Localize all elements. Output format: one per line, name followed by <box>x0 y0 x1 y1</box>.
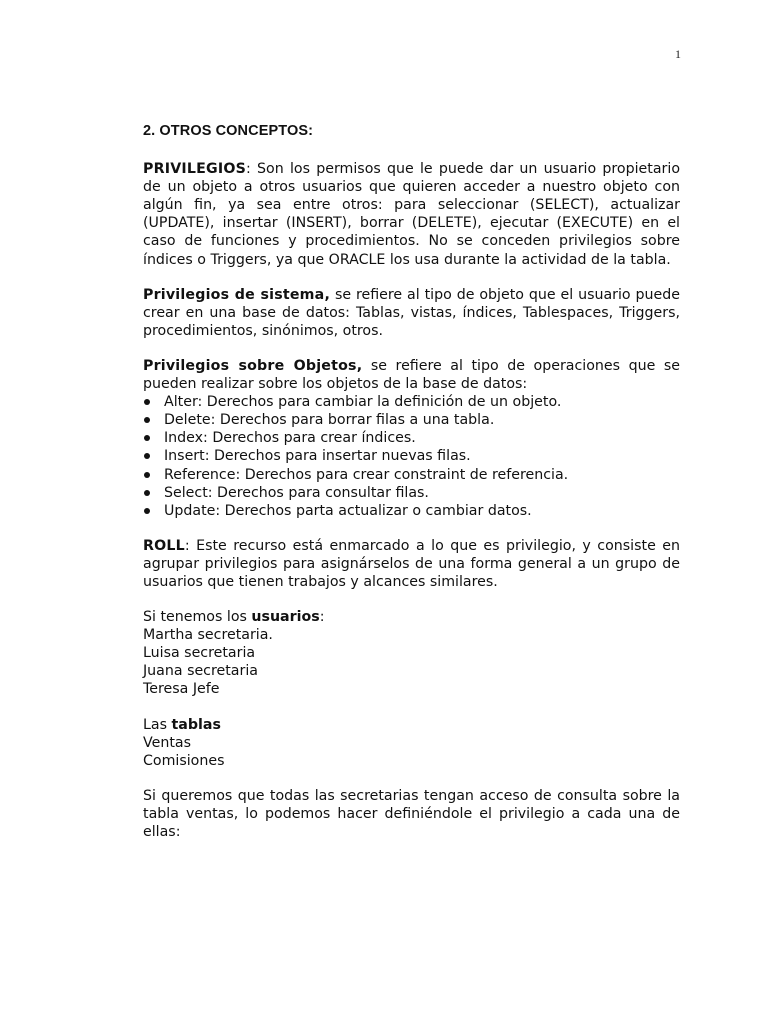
privilegios-sistema-term: Privilegios de sistema, <box>143 286 331 303</box>
bullet-icon <box>144 435 150 441</box>
bullet-icon <box>144 472 150 478</box>
tablas-term: tablas <box>171 716 221 733</box>
page-number: 1 <box>675 47 681 61</box>
tablas-intro <box>143 716 680 734</box>
list-item-text: Reference: Derechos para crear constraint de referencia. <box>164 466 569 483</box>
list-item <box>143 502 680 520</box>
bullet-icon <box>144 453 150 459</box>
privilegios-term: PRIVILEGIOS <box>143 161 246 178</box>
bullet-icon <box>144 417 150 423</box>
section-heading: 2. OTROS CONCEPTOS: <box>143 123 314 139</box>
list-item <box>143 447 680 465</box>
list-item-text: Select: Derechos para consultar filas. <box>164 484 429 501</box>
usuarios-intro <box>143 608 680 626</box>
list-item <box>143 484 680 502</box>
usuario-item: Luisa secretaria <box>143 645 256 662</box>
page-content <box>143 116 680 858</box>
usuarios-suffix: : <box>319 609 325 626</box>
privilegios-sistema-text: se refiere al tipo de objeto que el usuario puede crear en una base de datos: Tablas, vistas, índices, Tablespaces, Triggers, procedimientos, sinónimos, otros. <box>143 286 680 339</box>
list-item-text: Index: Derechos para crear índices. <box>164 430 416 447</box>
usuarios-prefix: Si tenemos los <box>143 609 252 626</box>
list-item <box>143 393 680 411</box>
roll-text: : Este recurso está enmarcado a lo que es privilegio, y consiste en agrupar privilegios para asignárselos de una forma general a un grupo de usuarios que tienen trabajos y alcances similares. <box>143 537 680 590</box>
bullet-icon <box>144 399 150 405</box>
usuario-item: Juana secretaria <box>143 663 258 680</box>
list-item-text: Insert: Derechos para insertar nuevas filas. <box>164 448 471 465</box>
list-item-text: Update: Derechos parta actualizar o cambiar datos. <box>164 502 532 519</box>
tabla-item: Ventas <box>143 734 191 751</box>
privilegios-objetos-paragraph <box>143 357 680 393</box>
list-item-text: Delete: Derechos para borrar filas a una tabla. <box>164 412 495 429</box>
list-item <box>143 411 680 429</box>
privilegios-objetos-term: Privilegios sobre Objetos, <box>143 357 363 374</box>
privilegios-paragraph <box>143 160 680 269</box>
usuarios-term: usuarios <box>251 609 320 626</box>
list-item-text: Alter: Derechos para cambiar la definición de un objeto. <box>164 394 562 411</box>
bullet-icon <box>144 508 150 514</box>
list-item <box>143 429 680 447</box>
tablas-prefix: Las <box>143 716 172 733</box>
privilegios-sistema-paragraph <box>143 286 680 340</box>
tablas-block <box>143 716 680 770</box>
usuario-item: Teresa Jefe <box>143 681 220 698</box>
roll-term: ROLL <box>143 537 185 554</box>
roll-paragraph <box>143 537 680 591</box>
privileges-list <box>143 393 680 520</box>
bullet-icon <box>144 490 150 496</box>
usuario-item: Martha secretaria. <box>143 627 273 644</box>
list-item <box>143 466 680 484</box>
privilegios-text: : Son los permisos que le puede dar un usuario propietario de un objeto a otros usuarios que quieren acceder a nuestro objeto con algún fin, ya sea entre otros: para seleccionar (SELECT), actualizar (UPDATE), insertar (INSERT), borrar (DELETE), ejecutar (EXECUTE) en el caso de funciones y procedimientos. No se conceden privilegios sobre índices o Triggers, ya que ORACLE los usa durante la actividad de la tabla. <box>143 161 680 268</box>
tabla-item: Comisiones <box>143 752 225 769</box>
privilegios-objetos-text: se refiere al tipo de operaciones que se pueden realizar sobre los objetos de la base de datos: <box>143 357 680 393</box>
usuarios-block <box>143 608 680 698</box>
closing-paragraph: Si queremos que todas las secretarias tengan acceso de consulta sobre la tabla ventas, lo podemos hacer definiéndole el privilegio a cada una de ellas: <box>143 787 680 840</box>
